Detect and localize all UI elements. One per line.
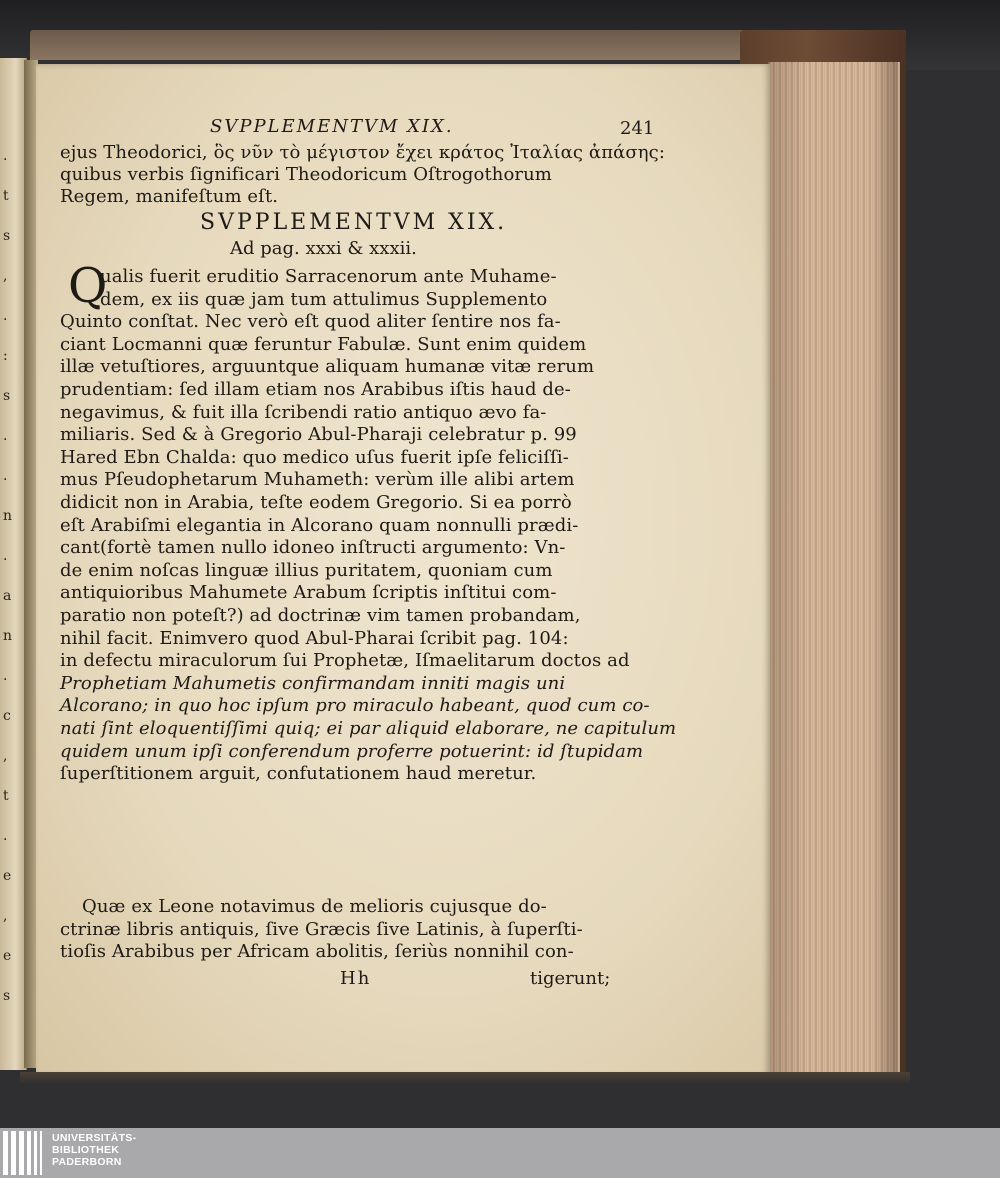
- text-line: de enim noſcas linguæ illius puritatem, quoniam cum: [60, 559, 553, 581]
- logo-line-2: BIBLIOTHEK: [52, 1144, 120, 1156]
- text-line: mus Pſeudophetarum Muhameth: verùm ille alibi artem: [60, 469, 575, 491]
- facing-page-fragment: ,: [3, 268, 8, 284]
- text-line: Quinto conſtat. Nec verò eſt quod aliter ſentire nos fa-: [60, 311, 561, 333]
- facing-page-fragment: .: [3, 548, 8, 564]
- facing-page-fragment: .: [3, 428, 8, 444]
- facing-page-fragment: n: [3, 508, 13, 524]
- facing-page-fragment: :: [3, 348, 8, 364]
- page-bottom-shadow: [20, 1072, 910, 1086]
- text-line: nihil facit. Enimvero quod Abul-Pharai ſcribit pag. 104:: [60, 627, 569, 649]
- text-line: didicit non in Arabia, teſte eodem Gregorio. Si ea porrò: [60, 492, 572, 513]
- facing-page-edge: [0, 58, 27, 1070]
- facing-page-fragment: a: [3, 588, 12, 604]
- library-footer-bar: [0, 1128, 1000, 1178]
- signature-mark: Hh: [340, 968, 372, 989]
- text-line: ctrinæ libris antiquis, ſive Græcis ſive Latinis, à ſuperſti-: [60, 918, 583, 940]
- library-logo-text: [52, 1132, 136, 1168]
- facing-page-fragment: s: [3, 388, 11, 404]
- book-page: [36, 64, 770, 1076]
- facing-page-fragment: t: [3, 788, 9, 804]
- facing-page-fragment: .: [3, 308, 8, 324]
- facing-page-fragment: e: [3, 868, 12, 884]
- text-line: quibus verbis ſignificari Theodoricum Oſtrogothorum: [60, 164, 552, 185]
- text-line: Quæ ex Leone notavimus de melioris cujusque do-: [82, 896, 547, 917]
- facing-page-fragment: e: [3, 948, 12, 964]
- text-line: ciant Locmanni quæ feruntur Fabulæ. Sunt enim quidem: [60, 333, 587, 355]
- running-head: SVPPLEMENTVM XIX.: [210, 116, 454, 137]
- text-line: Hared Ebn Chalda: quo medico uſus fuerit ipſe feliciſſi-: [60, 446, 569, 468]
- text-line: miliaris. Sed & à Gregorio Abul-Pharaji celebratur p. 99: [60, 424, 577, 446]
- text-line: Alcorano; in quo hoc ipſum pro miraculo habeant, quod cum co-: [60, 695, 650, 717]
- facing-page-fragment: ,: [3, 748, 8, 764]
- text-line: illæ vetuſtiores, arguuntque aliquam humanæ vitæ rerum: [60, 356, 595, 378]
- library-logo-icon: [3, 1131, 43, 1175]
- facing-page-fragment: n: [3, 628, 13, 644]
- facing-page-fragment: .: [3, 828, 8, 844]
- text-line: dem, ex iis quæ jam tum attulimus Supplemento: [100, 288, 548, 310]
- text-line: in defectu miraculorum ſui Prophetæ, Iſmaelitarum doctos ad: [60, 650, 630, 672]
- text-line: ſuperſtitionem arguit, confutationem haud meretur.: [60, 763, 537, 785]
- text-line: ejus Theodorici, ὃς νῦν τὸ μέγιστον ἔχει κράτος Ἰταλίας ἀπάσης:: [60, 142, 665, 163]
- section-heading: SVPPLEMENTVM XIX.: [200, 210, 508, 235]
- text-line: tioſis Arabibus per Africam abolitis, ſeriùs nonnihil con-: [60, 941, 574, 963]
- page-number: 241: [620, 118, 655, 139]
- facing-page-fragment: c: [3, 708, 11, 724]
- text-line: Prophetiam Mahumetis confirmandam inniti magis uni: [60, 672, 566, 694]
- facing-page-fragment: s: [3, 988, 11, 1004]
- page-block-shade: [768, 62, 898, 1072]
- catchword: tigerunt;: [530, 968, 611, 989]
- logo-line-3: PADERBORN: [52, 1156, 122, 1168]
- text-line: Regem, manifeſtum eſt.: [60, 186, 279, 207]
- facing-page-fragment: s: [3, 228, 11, 244]
- text-line: prudentiam: ſed illam etiam nos Arabibus iſtis haud de-: [60, 379, 571, 400]
- text-line: antiquioribus Mahumete Arabum ſcriptis inſtitui com-: [60, 582, 557, 604]
- text-line: nati ſint eloquentiſſimi quiq; ei par aliquid elaborare, ne capitulum: [60, 718, 677, 739]
- facing-page-fragment: t: [3, 188, 9, 204]
- text-line: eſt Arabiſmi elegantia in Alcorano quam nonnulli prædi-: [60, 514, 579, 536]
- text-line: cant(fortè tamen nullo idoneo inſtructi argumento: Vn-: [60, 537, 566, 559]
- text-line: quidem unum ipſi conferendum proferre potuerint: id ſtupidam: [60, 740, 644, 762]
- facing-page-fragment: ,: [3, 908, 8, 924]
- facing-page-fragment: .: [3, 148, 8, 164]
- facing-page-fragment: .: [3, 468, 8, 484]
- facing-page-fragment: .: [3, 668, 8, 684]
- drop-cap: Q: [68, 258, 108, 314]
- text-line: negavimus, & fuit illa ſcribendi ratio antiquo ævo fa-: [60, 401, 547, 423]
- text-line: paratio non poteſt?) ad doctrinæ vim tamen probandam,: [60, 605, 581, 626]
- logo-line-1: UNIVERSITÄTS-: [52, 1132, 137, 1144]
- text-line: ualis fuerit eruditio Sarracenorum ante Muhame-: [100, 266, 557, 287]
- section-subheading: Ad pag. xxxi & xxxii.: [230, 238, 417, 259]
